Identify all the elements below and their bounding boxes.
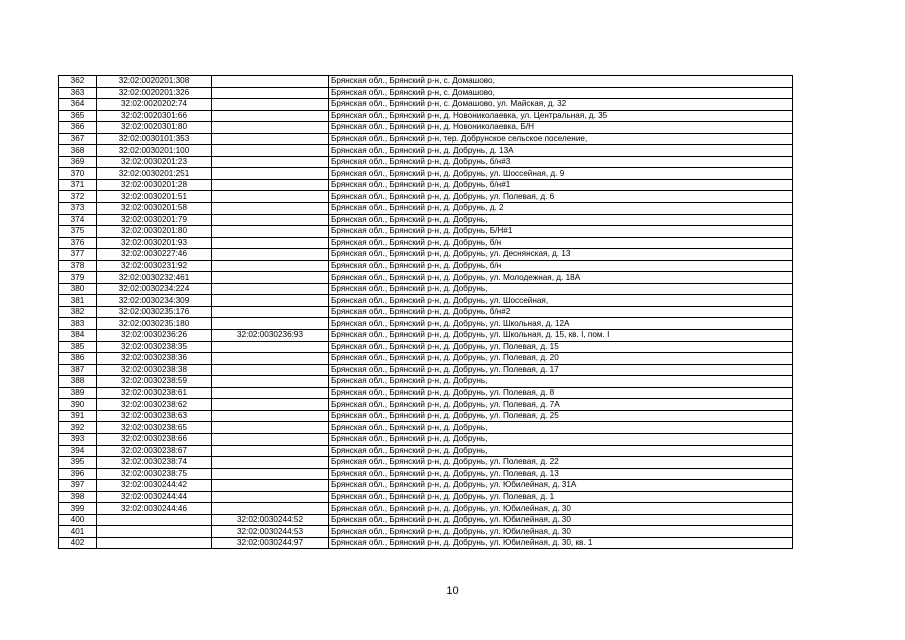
cadastral-number-cell: 32:02:0030238:59 [97,376,212,388]
sub-cadastral-number-cell [212,99,329,111]
cadastral-number-cell: 32:02:0030238:36 [97,353,212,365]
sub-cadastral-number-cell [212,480,329,492]
address-cell: Брянская обл., Брянский р-н, д. Добрунь, ул. Шоссейная, д. 9 [329,168,793,180]
table-row [59,179,793,191]
address-cell: Брянская обл., Брянский р-н, д. Добрунь, ул. Школьная, д. 15, кв. I, пом. I [329,330,793,342]
table-row [59,330,793,342]
sub-cadastral-number-cell [212,433,329,445]
sub-cadastral-number-cell [212,179,329,191]
cadastral-number-cell: 32:02:0030238:61 [97,387,212,399]
row-number-cell: 392 [59,422,97,434]
row-number-cell: 379 [59,272,97,284]
table-row [59,514,793,526]
sub-cadastral-number-cell [212,353,329,365]
address-cell: Брянская обл., Брянский р-н, д. Добрунь, д. 13А [329,145,793,157]
row-number-cell: 396 [59,468,97,480]
cadastral-number-cell: 32:02:0020301:80 [97,122,212,134]
cadastral-number-cell: 32:02:0030236:26 [97,330,212,342]
row-number-cell: 373 [59,203,97,215]
row-number-cell: 380 [59,283,97,295]
row-number-cell: 389 [59,387,97,399]
sub-cadastral-number-cell [212,283,329,295]
row-number-cell: 391 [59,410,97,422]
cadastral-number-cell: 32:02:0030238:62 [97,399,212,411]
address-cell: Брянская обл., Брянский р-н, д. Добрунь, ул. Полевая, д. 20 [329,353,793,365]
sub-cadastral-number-cell [212,306,329,318]
address-cell: Брянская обл., Брянский р-н, с. Домашово, [329,87,793,99]
table-row [59,445,793,457]
cadastral-number-cell: 32:02:0030232:461 [97,272,212,284]
cadastral-number-cell: 32:02:0030201:100 [97,145,212,157]
row-number-cell: 377 [59,249,97,261]
table-row [59,110,793,122]
address-cell: Брянская обл., Брянский р-н, тер. Добрунское сельское поселение, [329,133,793,145]
cadastral-number-cell: 32:02:0030201:79 [97,214,212,226]
sub-cadastral-number-cell [212,503,329,515]
address-cell: Брянская обл., Брянский р-н, д. Добрунь, д. 2 [329,203,793,215]
table-row [59,87,793,99]
row-number-cell: 372 [59,191,97,203]
table-row [59,353,793,365]
row-number-cell: 364 [59,99,97,111]
table-row [59,491,793,503]
cadastral-number-cell: 32:02:0030231:92 [97,260,212,272]
sub-cadastral-number-cell [212,318,329,330]
sub-cadastral-number-cell [212,376,329,388]
sub-cadastral-number-cell [212,387,329,399]
sub-cadastral-number-cell [212,203,329,215]
sub-cadastral-number-cell: 32:02:0030244:97 [212,537,329,549]
table-row [59,203,793,215]
cadastral-number-cell: 32:02:0030234:309 [97,295,212,307]
sub-cadastral-number-cell [212,272,329,284]
address-cell: Брянская обл., Брянский р-н, д. Добрунь, ул. Полевая, д. 25 [329,410,793,422]
sub-cadastral-number-cell [212,76,329,88]
table-row [59,537,793,549]
sub-cadastral-number-cell [212,87,329,99]
row-number-cell: 395 [59,457,97,469]
sub-cadastral-number-cell [212,468,329,480]
sub-cadastral-number-cell: 32:02:0030244:52 [212,514,329,526]
table-row [59,283,793,295]
address-cell: Брянская обл., Брянский р-н, д. Добрунь, ул. Юбилейная, д. 30 [329,503,793,515]
address-cell: Брянская обл., Брянский р-н, д. Добрунь, ул. Школьная, д. 12А [329,318,793,330]
table-row [59,122,793,134]
address-cell: Брянская обл., Брянский р-н, д. Добрунь, ул. Деснянская, д. 13 [329,249,793,261]
address-cell: Брянская обл., Брянский р-н, д. Добрунь, ул. Полевая, д. 13 [329,468,793,480]
table-row [59,306,793,318]
cadastral-number-cell: 32:02:0030234:224 [97,283,212,295]
row-number-cell: 402 [59,537,97,549]
page-number: 10 [446,585,459,597]
row-number-cell: 369 [59,156,97,168]
row-number-cell: 378 [59,260,97,272]
address-cell: Брянская обл., Брянский р-н, д. Добрунь, ул. Шоссейная, [329,295,793,307]
table-row [59,214,793,226]
sub-cadastral-number-cell [212,457,329,469]
table-row [59,387,793,399]
address-cell: Брянская обл., Брянский р-н, д. Новониколаевка, ул. Центральная, д. 35 [329,110,793,122]
sub-cadastral-number-cell [212,295,329,307]
address-cell: Брянская обл., Брянский р-н, д. Добрунь, [329,445,793,457]
sub-cadastral-number-cell [212,168,329,180]
address-cell: Брянская обл., Брянский р-н, д. Добрунь, [329,422,793,434]
table-row [59,364,793,376]
row-number-cell: 399 [59,503,97,515]
table-row [59,526,793,538]
address-cell: Брянская обл., Брянский р-н, с. Домашово, ул. Майская, д. 32 [329,99,793,111]
sub-cadastral-number-cell [212,445,329,457]
table-row [59,76,793,88]
address-cell: Брянская обл., Брянский р-н, с. Домашово, [329,76,793,88]
address-cell: Брянская обл., Брянский р-н, д. Добрунь, б/н#3 [329,156,793,168]
cadastral-number-cell: 32:02:0030201:58 [97,203,212,215]
cadastral-number-cell: 32:02:0030244:44 [97,491,212,503]
table-row [59,295,793,307]
address-cell: Брянская обл., Брянский р-н, д. Добрунь, ул. Полевая, д. 1 [329,491,793,503]
row-number-cell: 385 [59,341,97,353]
row-number-cell: 383 [59,318,97,330]
cadastral-number-cell [97,514,212,526]
cadastral-number-cell [97,526,212,538]
cadastral-number-cell: 32:02:0020201:326 [97,87,212,99]
address-cell: Брянская обл., Брянский р-н, д. Добрунь, ул. Полевая, д. 15 [329,341,793,353]
address-cell: Брянская обл., Брянский р-н, д. Добрунь, [329,433,793,445]
row-number-cell: 367 [59,133,97,145]
sub-cadastral-number-cell [212,214,329,226]
cadastral-number-cell: 32:02:0030201:80 [97,226,212,238]
cadastral-number-cell: 32:02:0030244:42 [97,480,212,492]
cadastral-number-cell: 32:02:0030238:65 [97,422,212,434]
table-row [59,191,793,203]
sub-cadastral-number-cell [212,133,329,145]
row-number-cell: 398 [59,491,97,503]
table-row [59,145,793,157]
address-cell: Брянская обл., Брянский р-н, д. Добрунь, б/н#2 [329,306,793,318]
row-number-cell: 376 [59,237,97,249]
table-row [59,399,793,411]
table-body [59,76,793,549]
table-row [59,260,793,272]
row-number-cell: 397 [59,480,97,492]
address-cell: Брянская обл., Брянский р-н, д. Добрунь, [329,376,793,388]
address-cell: Брянская обл., Брянский р-н, д. Добрунь, ул. Юбилейная, д. 30 [329,514,793,526]
cadastral-number-cell: 32:02:0030201:28 [97,179,212,191]
sub-cadastral-number-cell [212,410,329,422]
cadastral-number-cell: 32:02:0030244:46 [97,503,212,515]
cadastral-number-cell: 32:02:0030238:63 [97,410,212,422]
cadastral-number-cell: 32:02:0030238:38 [97,364,212,376]
row-number-cell: 387 [59,364,97,376]
row-number-cell: 365 [59,110,97,122]
row-number-cell: 366 [59,122,97,134]
sub-cadastral-number-cell: 32:02:0030244:53 [212,526,329,538]
sub-cadastral-number-cell [212,422,329,434]
row-number-cell: 370 [59,168,97,180]
cadastral-number-cell: 32:02:0030238:75 [97,468,212,480]
row-number-cell: 371 [59,179,97,191]
sub-cadastral-number-cell [212,260,329,272]
sub-cadastral-number-cell [212,145,329,157]
address-cell: Брянская обл., Брянский р-н, д. Добрунь, ул. Юбилейная, д. 30, кв. 1 [329,537,793,549]
table-row [59,468,793,480]
row-number-cell: 368 [59,145,97,157]
address-cell: Брянская обл., Брянский р-н, д. Добрунь, ул. Полевая, д. 22 [329,457,793,469]
table-row [59,480,793,492]
table-row [59,318,793,330]
cadastral-number-cell: 32:02:0020301:66 [97,110,212,122]
cadastral-number-cell: 32:02:0030238:35 [97,341,212,353]
cadastral-number-cell: 32:02:0030235:180 [97,318,212,330]
sub-cadastral-number-cell [212,110,329,122]
row-number-cell: 381 [59,295,97,307]
row-number-cell: 384 [59,330,97,342]
table-row [59,237,793,249]
address-cell: Брянская обл., Брянский р-н, д. Добрунь, ул. Полевая, д. 8 [329,387,793,399]
cadastral-number-cell: 32:02:0030101:353 [97,133,212,145]
cadastral-number-cell: 32:02:0030201:251 [97,168,212,180]
address-cell: Брянская обл., Брянский р-н, д. Добрунь, б/н#1 [329,179,793,191]
row-number-cell: 401 [59,526,97,538]
address-cell: Брянская обл., Брянский р-н, д. Добрунь, [329,283,793,295]
document-page [58,75,792,549]
table-row [59,341,793,353]
address-cell: Брянская обл., Брянский р-н, д. Добрунь, ул. Полевая, д. 7А [329,399,793,411]
address-cell: Брянская обл., Брянский р-н, д. Добрунь, ул. Полевая, д. 17 [329,364,793,376]
sub-cadastral-number-cell [212,122,329,134]
table-row [59,272,793,284]
table-row [59,99,793,111]
table-row [59,410,793,422]
table-row [59,156,793,168]
cadastral-number-cell: 32:02:0030235:176 [97,306,212,318]
address-cell: Брянская обл., Брянский р-н, д. Добрунь, [329,214,793,226]
address-cell: Брянская обл., Брянский р-н, д. Добрунь, ул. Юбилейная, д. 31А [329,480,793,492]
sub-cadastral-number-cell [212,156,329,168]
table-row [59,503,793,515]
cadastral-number-cell: 32:02:0020201:308 [97,76,212,88]
table-row [59,422,793,434]
row-number-cell: 393 [59,433,97,445]
address-cell: Брянская обл., Брянский р-н, д. Добрунь, ул. Полевая, д. 6 [329,191,793,203]
cadastral-number-cell: 32:02:0030238:66 [97,433,212,445]
address-cell: Брянская обл., Брянский р-н, д. Добрунь, Б/Н#1 [329,226,793,238]
table-row [59,226,793,238]
row-number-cell: 375 [59,226,97,238]
cadastral-number-cell: 32:02:0030227:46 [97,249,212,261]
sub-cadastral-number-cell [212,364,329,376]
row-number-cell: 388 [59,376,97,388]
row-number-cell: 382 [59,306,97,318]
cadastral-number-cell: 32:02:0020202:74 [97,99,212,111]
sub-cadastral-number-cell [212,226,329,238]
cadastral-number-cell: 32:02:0030201:23 [97,156,212,168]
sub-cadastral-number-cell [212,237,329,249]
address-cell: Брянская обл., Брянский р-н, д. Добрунь, б/н [329,260,793,272]
cadastral-number-cell: 32:02:0030201:93 [97,237,212,249]
table-row [59,376,793,388]
sub-cadastral-number-cell [212,491,329,503]
table-row [59,249,793,261]
cadastral-number-cell: 32:02:0030238:74 [97,457,212,469]
table-row [59,168,793,180]
sub-cadastral-number-cell [212,191,329,203]
cadastral-number-cell: 32:02:0030238:67 [97,445,212,457]
row-number-cell: 394 [59,445,97,457]
address-cell: Брянская обл., Брянский р-н, д. Добрунь, б/н [329,237,793,249]
address-cell: Брянская обл., Брянский р-н, д. Новониколаевка, Б/Н [329,122,793,134]
cadastral-number-cell: 32:02:0030201:51 [97,191,212,203]
sub-cadastral-number-cell: 32:02:0030236:93 [212,330,329,342]
cadastral-number-cell [97,537,212,549]
table-row [59,457,793,469]
address-cell: Брянская обл., Брянский р-н, д. Добрунь, ул. Юбилейная, д. 30 [329,526,793,538]
sub-cadastral-number-cell [212,341,329,353]
address-cell: Брянская обл., Брянский р-н, д. Добрунь, ул. Молодежная, д. 18А [329,272,793,284]
sub-cadastral-number-cell [212,249,329,261]
row-number-cell: 400 [59,514,97,526]
row-number-cell: 363 [59,87,97,99]
table-row [59,133,793,145]
row-number-cell: 390 [59,399,97,411]
table-row [59,433,793,445]
row-number-cell: 386 [59,353,97,365]
property-register-table [58,75,793,549]
row-number-cell: 362 [59,76,97,88]
row-number-cell: 374 [59,214,97,226]
sub-cadastral-number-cell [212,399,329,411]
